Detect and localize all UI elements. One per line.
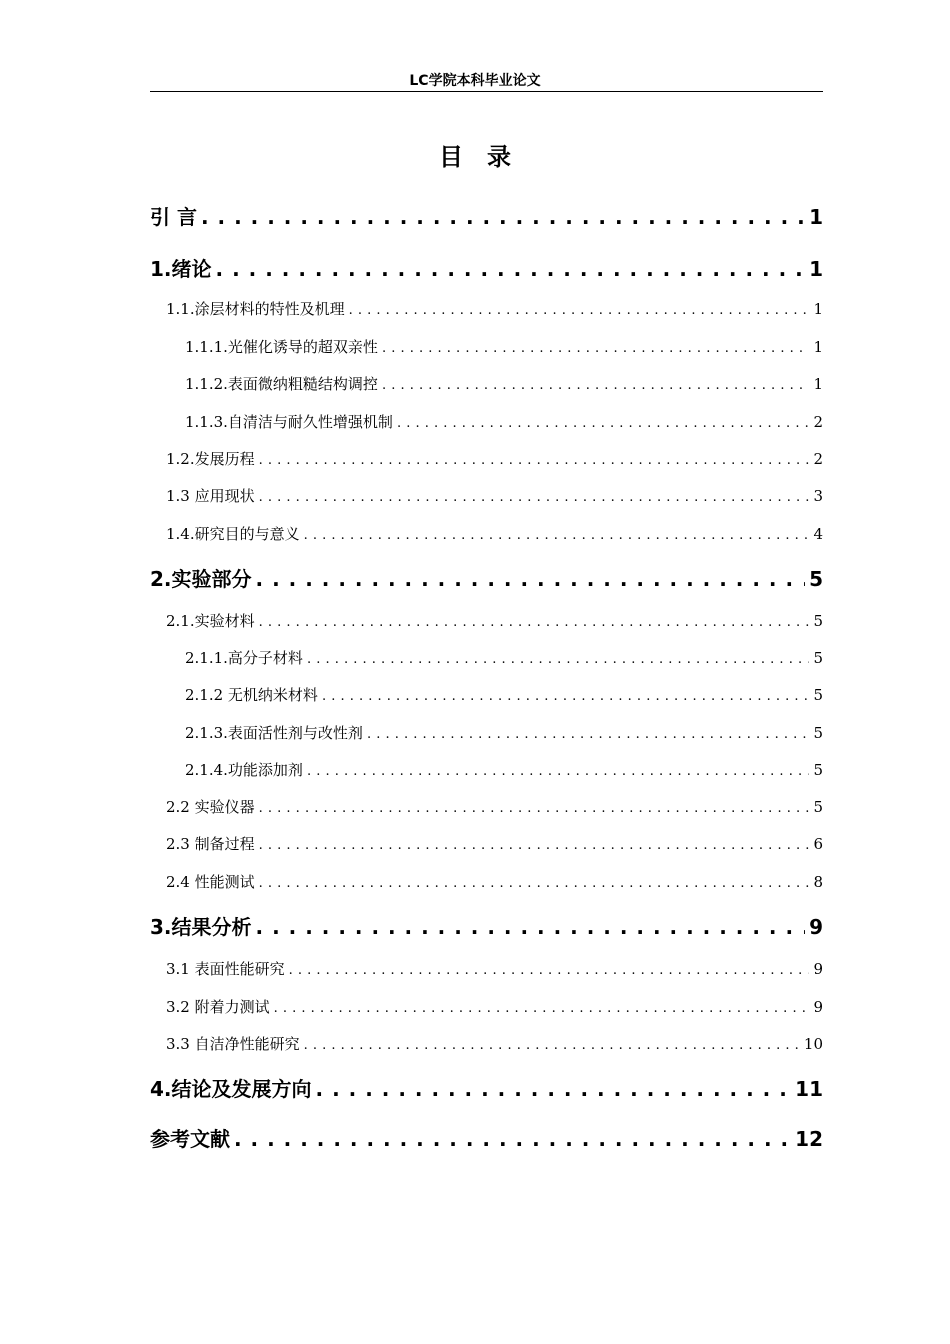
toc-section-entry[interactable] <box>166 833 823 854</box>
toc-entry-label: 2.1.2 无机纳米材料 <box>185 686 318 704</box>
toc-entry-label: 3.2 附着力测试 <box>166 998 270 1016</box>
toc-dot-leader <box>234 1127 791 1151</box>
toc-dot-leader <box>259 801 810 816</box>
toc-page-number: 3 <box>813 487 823 505</box>
toc-page-number: 1 <box>813 300 823 318</box>
toc-section-entry[interactable] <box>166 610 823 631</box>
toc-entry-label: 2.1.实验材料 <box>166 612 255 630</box>
toc-entry-label: 1.2.发展历程 <box>166 450 255 468</box>
toc-dot-leader <box>367 727 810 742</box>
toc-page-number: 1 <box>813 375 823 393</box>
toc-page-number: 2 <box>813 413 823 431</box>
toc-entry-label: 2.4 性能测试 <box>166 873 255 891</box>
toc-section-entry[interactable] <box>166 958 823 979</box>
toc-entry-label: 2.2 实验仪器 <box>166 798 255 816</box>
toc-dot-leader <box>397 416 810 431</box>
toc-entry-label: 1.1.3.自清洁与耐久性增强机制 <box>185 413 393 431</box>
toc-dot-leader <box>216 257 806 281</box>
toc-chapter-entry[interactable] <box>150 563 823 592</box>
toc-page-number: 1 <box>813 338 823 356</box>
toc-page-number: 5 <box>813 686 823 704</box>
toc-dot-leader <box>259 838 810 853</box>
toc-section-entry[interactable] <box>166 871 823 892</box>
toc-entry-label: 2.1.1.高分子材料 <box>185 649 303 667</box>
toc-page-number: 6 <box>813 835 823 853</box>
toc-page-number: 8 <box>813 873 823 891</box>
toc-entry-label: 2.实验部分 <box>150 567 252 591</box>
toc-dot-leader <box>274 1001 810 1016</box>
toc-dot-leader <box>316 1077 792 1101</box>
toc-page-number: 9 <box>813 998 823 1016</box>
toc-dot-leader <box>322 689 810 704</box>
toc-section-entry[interactable] <box>185 336 823 357</box>
toc-section-entry[interactable] <box>166 796 823 817</box>
toc-entry-label: 3.结果分析 <box>150 915 252 939</box>
toc-entry-label: 1.绪论 <box>150 257 212 281</box>
toc-dot-leader <box>259 876 810 891</box>
toc-dot-leader <box>382 378 810 393</box>
toc-dot-leader <box>259 490 810 505</box>
toc-entry-label: 参考文献 <box>150 1127 230 1151</box>
toc-entry-label: 1.3 应用现状 <box>166 487 255 505</box>
toc-section-entry[interactable] <box>166 298 823 319</box>
toc-entry-label: 3.3 自洁净性能研究 <box>166 1035 300 1053</box>
toc-page-number: 10 <box>803 1035 823 1053</box>
toc-entry-label: 引 言 <box>150 205 197 229</box>
toc-page-number: 9 <box>813 960 823 978</box>
toc-page-number: 4 <box>813 525 823 543</box>
toc-section-entry[interactable] <box>185 411 823 432</box>
toc-entry-label: 4.结论及发展方向 <box>150 1077 312 1101</box>
toc-entry-label: 2.3 制备过程 <box>166 835 255 853</box>
toc-section-entry[interactable] <box>185 373 823 394</box>
toc-dot-leader <box>382 341 810 356</box>
toc-page-number: 1 <box>809 205 823 229</box>
toc-chapter-entry[interactable] <box>150 911 823 940</box>
toc-entry-label: 1.1.2.表面微纳粗糙结构调控 <box>185 375 378 393</box>
toc-section-entry[interactable] <box>185 759 823 780</box>
toc-dot-leader <box>256 915 806 939</box>
toc-page-number: 5 <box>813 612 823 630</box>
toc-dot-leader <box>304 528 810 543</box>
toc-page-number: 5 <box>813 798 823 816</box>
toc-page-number: 5 <box>813 724 823 742</box>
toc-section-entry[interactable] <box>185 647 823 668</box>
toc-dot-leader <box>307 764 810 779</box>
toc-dot-leader <box>304 1038 800 1053</box>
running-header: LC学院本科毕业论文 <box>409 73 541 89</box>
toc-section-entry[interactable] <box>166 485 823 506</box>
toc-section-entry[interactable] <box>185 722 823 743</box>
toc-page-number: 5 <box>813 649 823 667</box>
toc-dot-leader <box>201 205 805 229</box>
toc-page-number: 5 <box>809 567 823 591</box>
toc-page-number: 5 <box>813 761 823 779</box>
toc-dot-leader <box>259 453 810 468</box>
toc-page-number: 9 <box>809 915 823 939</box>
toc-entry-label: 1.1.1.光催化诱导的超双亲性 <box>185 338 378 356</box>
toc-entry-label: 1.4.研究目的与意义 <box>166 525 300 543</box>
header-rule <box>150 91 823 92</box>
toc-chapter-entry[interactable] <box>150 1073 823 1102</box>
toc-section-entry[interactable] <box>166 448 823 469</box>
toc-title: 目录 <box>439 143 535 171</box>
toc-entry-label: 2.1.4.功能添加剂 <box>185 761 303 779</box>
toc-chapter-entry[interactable] <box>150 1123 823 1152</box>
toc-page-number: 11 <box>795 1077 823 1101</box>
toc-page-number: 2 <box>813 450 823 468</box>
toc-entry-label: 1.1.涂层材料的特性及机理 <box>166 300 345 318</box>
toc-entry-label: 3.1 表面性能研究 <box>166 960 285 978</box>
toc-chapter-entry[interactable] <box>150 253 823 282</box>
toc-section-entry[interactable] <box>166 996 823 1017</box>
toc-dot-leader <box>307 652 810 667</box>
toc-section-entry[interactable] <box>166 1033 823 1054</box>
toc-dot-leader <box>349 303 810 318</box>
toc-dot-leader <box>256 567 806 591</box>
toc-dot-leader <box>259 615 810 630</box>
toc-page-number: 12 <box>795 1127 823 1151</box>
toc-dot-leader <box>289 963 810 978</box>
toc-section-entry[interactable] <box>185 684 823 705</box>
toc-chapter-entry[interactable] <box>150 201 823 230</box>
toc-entry-label: 2.1.3.表面活性剂与改性剂 <box>185 724 363 742</box>
toc-section-entry[interactable] <box>166 523 823 544</box>
toc-page-number: 1 <box>809 257 823 281</box>
